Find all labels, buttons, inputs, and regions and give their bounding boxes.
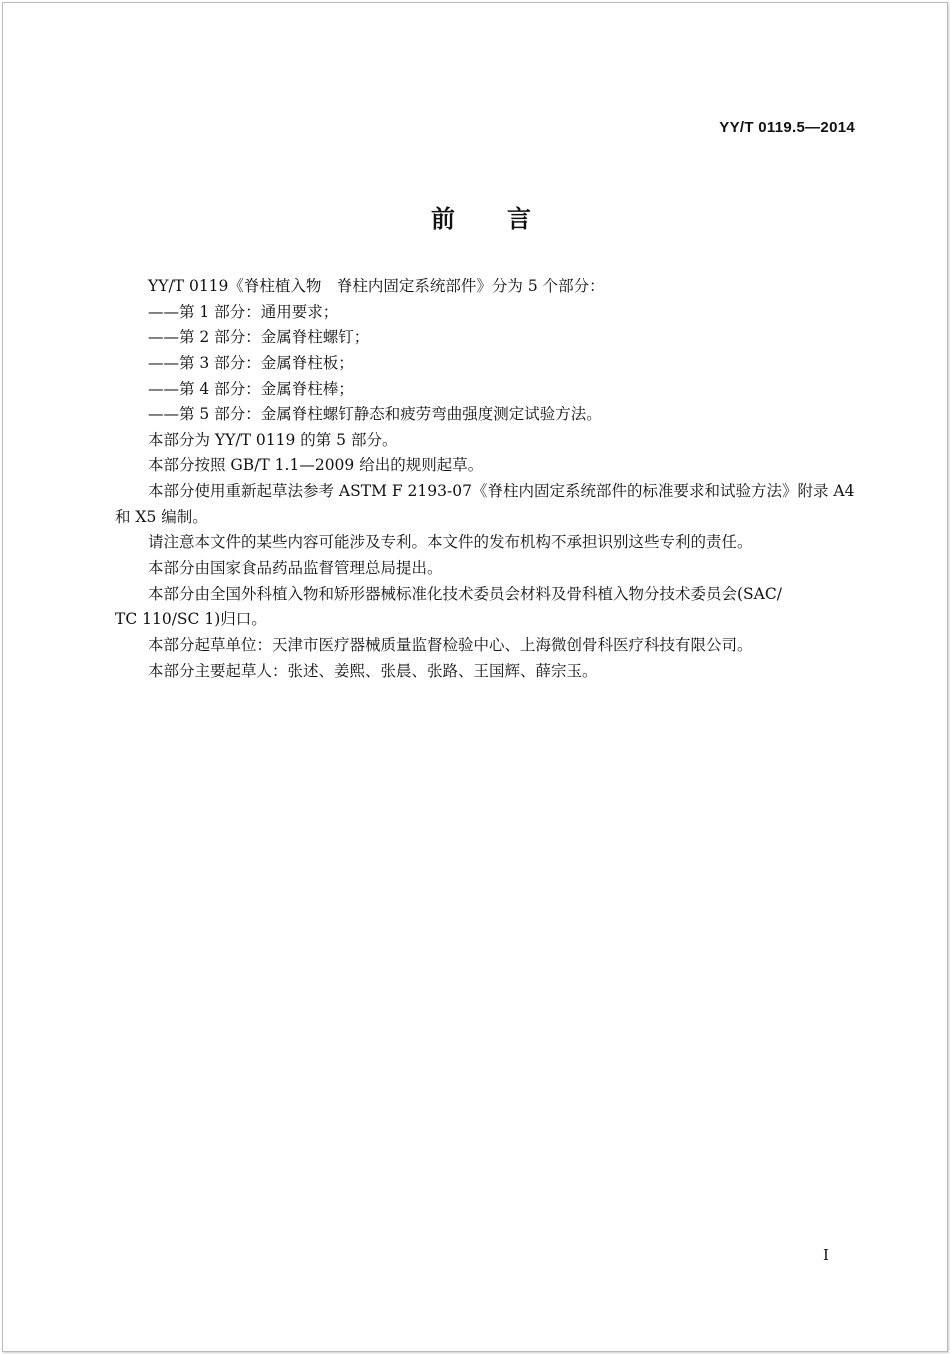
paragraph-line: 本部分使用重新起草法参考 ASTM F 2193-07《脊柱内固定系统部件的标准要求和试验方法》附录 A4 [148,482,855,501]
document-number: YY/T 0119.5—2014 [719,119,855,136]
paragraph-line: ——第 5 部分：金属脊柱螺钉静态和疲劳弯曲强度测定试验方法。 [148,405,602,424]
paragraph-line: YY/T 0119《脊柱植入物 脊柱内固定系统部件》分为 5 个部分： [148,277,605,295]
title-char: 言 [507,204,531,233]
paragraph-line: ——第 4 部分：金属脊柱棒； [148,379,354,398]
paragraph-line: ——第 1 部分：通用要求； [148,302,339,321]
paragraph-line: 本部分由国家食品药品监督管理总局提出。 [148,559,443,578]
paragraph-line: ——第 3 部分：金属脊柱板； [148,353,354,372]
document-page [2,2,948,1352]
paragraph-line: 本部分为 YY/T 0119 的第 5 部分。 [148,430,398,449]
paragraph-line: 本部分由全国外科植入物和矫形器械标准化技术委员会材料及骨科植入物分技术委员会(SAC/ [148,584,782,603]
paragraph-line: 请注意本文件的某些内容可能涉及专利。本文件的发布机构不承担识别这些专利的责任。 [148,533,753,552]
paragraph-line: 本部分主要起草人：张述、姜熙、张晨、张路、王国辉、薛宗玉。 [148,661,598,680]
paragraph-line: TC 110/SC 1)归口。 [115,610,267,629]
title-char: 前 [431,204,455,233]
foreword-body [115,274,875,684]
paragraph-line: 本部分起草单位：天津市医疗器械质量监督检验中心、上海微创骨科医疗科技有限公司。 [148,635,753,654]
page-title [3,199,950,234]
page-number: I [823,1246,829,1264]
paragraph-line: 本部分按照 GB/T 1.1—2009 给出的规则起草。 [148,456,484,475]
paragraph-line: 和 X5 编制。 [115,507,208,526]
paragraph-line: ——第 2 部分：金属脊柱螺钉； [148,328,370,347]
